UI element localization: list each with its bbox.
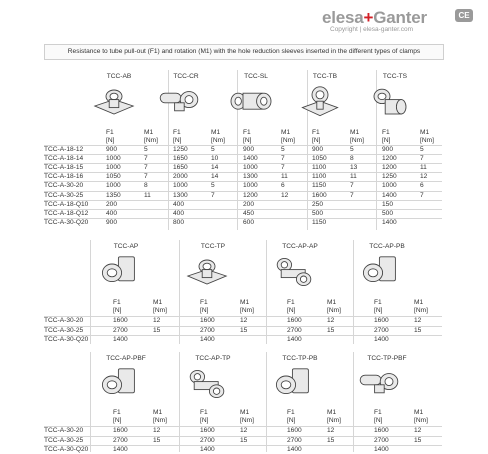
table1-row-code: TCC-A-30-Q20 xyxy=(44,218,89,226)
table3-unit-nm: [Nm] xyxy=(327,417,341,424)
table3-clamp-image-icon xyxy=(95,364,145,404)
brand-plus: + xyxy=(363,8,374,27)
table3-header-m1: M1 xyxy=(240,409,250,416)
table2-cell: 12 xyxy=(240,317,248,324)
table2-cell: 1600 xyxy=(287,317,302,324)
table1-cell: 1400 xyxy=(382,218,397,226)
table2-header-m1: M1 xyxy=(153,299,163,306)
table1-cell: 500 xyxy=(382,209,394,217)
table2-cell: 2700 xyxy=(113,326,128,334)
table3-clamp-title: TCC-AP-TP xyxy=(195,355,231,362)
table2-cell: 12 xyxy=(327,317,335,324)
table1-row-code: TCC-A-30-25 xyxy=(44,191,84,199)
table1-cell: 1100 xyxy=(312,164,327,172)
table1-cell: 900 xyxy=(106,218,118,226)
table1-unit-n: [N] xyxy=(106,137,115,144)
table3-unit-n: [N] xyxy=(287,417,296,424)
table1-cell: 150 xyxy=(382,200,394,208)
table3-clamp-image-icon xyxy=(182,364,232,404)
table1-clamp-title: TCC-TB xyxy=(312,73,338,80)
table1-cell: 5 xyxy=(350,146,354,153)
table1-cell: 1200 xyxy=(243,191,258,199)
table2-clamp-image-icon xyxy=(356,252,406,292)
table2-col-divider xyxy=(266,240,267,344)
table1-header-m1: M1 xyxy=(281,129,291,136)
table1-cell: 10 xyxy=(211,155,219,163)
table1-cell: 1150 xyxy=(312,218,327,226)
table1-row-code: TCC-A-18-16 xyxy=(44,173,84,181)
table1-clamp-image-icon xyxy=(296,82,344,122)
table3-row-code: TCC-A-30-25 xyxy=(44,436,84,444)
table3-header-f1: F1 xyxy=(287,409,295,416)
table3-col-divider xyxy=(266,352,267,452)
table1-header-m1: M1 xyxy=(144,129,154,136)
table2-cell: 15 xyxy=(327,326,335,334)
table1-cell: 5 xyxy=(144,146,148,153)
table1-clamp-image-icon xyxy=(366,82,414,122)
table3-clamp-title: TCC-TP-PBF xyxy=(367,355,407,362)
table2-col-divider xyxy=(353,240,354,344)
table2-cell: 1400 xyxy=(287,336,302,343)
table2-clamp-title: TCC-AP-PB xyxy=(369,243,405,250)
table2-clamp-title: TCC-TP xyxy=(200,243,226,250)
table2-col-divider xyxy=(90,240,91,344)
table2-header-m1: M1 xyxy=(240,299,250,306)
table1-cell: 5 xyxy=(211,182,215,190)
table2-unit-nm: [Nm] xyxy=(414,307,428,314)
table3-cell: 2700 xyxy=(374,436,389,444)
table3-cell: 1600 xyxy=(200,427,215,434)
table1-cell: 7 xyxy=(144,155,148,163)
table1-cell: 12 xyxy=(281,191,289,199)
brand-wordmark xyxy=(322,8,427,28)
table1-cell: 11 xyxy=(281,173,288,181)
table3-col-divider xyxy=(90,352,91,452)
table3-cell: 12 xyxy=(240,427,248,434)
table1-cell: 1650 xyxy=(173,164,188,172)
table2-row-code: TCC-A-30-20 xyxy=(44,317,84,324)
table1-row-code: TCC-A-18-14 xyxy=(44,155,84,163)
table1-header-f1: F1 xyxy=(382,129,390,136)
table1-cell: 5 xyxy=(211,146,215,153)
table1-cell: 900 xyxy=(243,146,255,153)
table3-unit-n: [N] xyxy=(374,417,383,424)
table3-cell: 1600 xyxy=(113,427,128,434)
table3-header-f1: F1 xyxy=(374,409,382,416)
table1-cell: 1400 xyxy=(243,155,258,163)
table2-unit-n: [N] xyxy=(200,307,209,314)
table3-clamp-title: TCC-TP-PB xyxy=(282,355,318,362)
table1-header-m1: M1 xyxy=(350,129,360,136)
table3-header-f1: F1 xyxy=(200,409,208,416)
table2-cell: 12 xyxy=(414,317,422,324)
table1-cell: 1300 xyxy=(173,191,188,199)
table2-header-f1: F1 xyxy=(287,299,295,306)
table3-clamp-image-icon xyxy=(269,364,319,404)
table1-cell: 500 xyxy=(312,209,324,217)
table1-cell: 1050 xyxy=(106,173,121,181)
table1-cell: 1100 xyxy=(312,173,327,181)
table1-cell: 8 xyxy=(350,155,354,163)
table1-unit-nm: [Nm] xyxy=(350,137,364,144)
table3-header-f1: F1 xyxy=(113,409,121,416)
table3-unit-nm: [Nm] xyxy=(240,417,254,424)
table3-clamp-image-icon xyxy=(356,364,406,404)
table1-cell: 1200 xyxy=(382,155,397,163)
table1-cell: 13 xyxy=(350,164,358,172)
table1-cell: 1000 xyxy=(106,182,121,190)
table2-cell: 2700 xyxy=(287,326,302,334)
table1-clamp-image-icon xyxy=(90,82,138,122)
brand-ganter: Ganter xyxy=(373,8,427,27)
copyright-text: Copyright | elesa-ganter.com xyxy=(330,26,413,33)
table3-clamp-title: TCC-AP-PBF xyxy=(106,355,146,362)
table2-unit-nm: [Nm] xyxy=(240,307,254,314)
table1-cell: 1050 xyxy=(312,155,327,163)
table1-unit-n: [N] xyxy=(382,137,391,144)
table1-clamp-title: TCC-TS xyxy=(382,73,408,80)
brand-logo xyxy=(322,8,472,36)
table2-cell: 1600 xyxy=(374,317,389,324)
table1-header-f1: F1 xyxy=(312,129,320,136)
table1-cell: 600 xyxy=(243,218,255,226)
table1-cell: 900 xyxy=(382,146,394,153)
table1-row-code: TCC-A-18-12 xyxy=(44,146,84,153)
table3-header-m1: M1 xyxy=(414,409,424,416)
table1-cell: 1600 xyxy=(312,191,327,199)
table2-cell: 1600 xyxy=(200,317,215,324)
table1-cell: 7 xyxy=(350,182,354,190)
table1-header-f1: F1 xyxy=(106,129,114,136)
table3-col-divider xyxy=(353,352,354,452)
table2-cell: 1400 xyxy=(374,336,389,343)
table1-cell: 11 xyxy=(144,191,151,199)
table2-col-divider xyxy=(179,240,180,344)
table2-clamp-title: TCC-AP-AP xyxy=(282,243,318,250)
table3-cell: 15 xyxy=(327,436,335,444)
table1-cell: 7 xyxy=(350,191,354,199)
table1-cell: 7 xyxy=(144,164,148,172)
table1-unit-nm: [Nm] xyxy=(144,137,158,144)
table3-cell: 2700 xyxy=(113,436,128,444)
table2-cell: 15 xyxy=(153,326,161,334)
table2-unit-n: [N] xyxy=(287,307,296,314)
table1-cell: 7 xyxy=(281,155,285,163)
table1-unit-nm: [Nm] xyxy=(211,137,225,144)
table1-row-code: TCC-A-18-Q12 xyxy=(44,209,89,217)
table1-header-f1: F1 xyxy=(173,129,181,136)
table1-unit-nm: [Nm] xyxy=(420,137,434,144)
table1-clamp-title: TCC-AB xyxy=(106,73,132,80)
table1-header-m1: M1 xyxy=(211,129,221,136)
table2-clamp-image-icon xyxy=(269,252,319,292)
table2-cell: 2700 xyxy=(200,326,215,334)
table1-unit-n: [N] xyxy=(312,137,321,144)
table2-cell: 15 xyxy=(240,326,248,334)
table3-cell: 15 xyxy=(240,436,248,444)
table1-header-f1: F1 xyxy=(243,129,251,136)
table3-cell: 1600 xyxy=(287,427,302,434)
table2-clamp-image-icon xyxy=(182,252,232,292)
table3-row-code: TCC-A-30-Q20 xyxy=(44,446,89,453)
table3-cell: 12 xyxy=(153,427,161,434)
table1-cell: 200 xyxy=(243,200,255,208)
table1-clamp-title: TCC-CR xyxy=(173,73,199,80)
table1-header-m1: M1 xyxy=(420,129,430,136)
table1-cell: 1650 xyxy=(173,155,188,163)
table1-cell: 1000 xyxy=(243,164,258,172)
table2-unit-nm: [Nm] xyxy=(153,307,167,314)
table1-cell: 450 xyxy=(243,209,255,217)
table3-col-divider xyxy=(179,352,180,452)
table2-row-code: TCC-A-30-Q20 xyxy=(44,336,89,343)
table1-unit-nm: [Nm] xyxy=(281,137,295,144)
table3-header-m1: M1 xyxy=(153,409,163,416)
table3-unit-nm: [Nm] xyxy=(414,417,428,424)
table1-cell: 6 xyxy=(281,182,285,190)
table2-header-f1: F1 xyxy=(200,299,208,306)
table2-header-m1: M1 xyxy=(327,299,337,306)
table1-cell: 14 xyxy=(211,173,219,181)
table1-cell: 14 xyxy=(211,164,219,172)
table3-cell: 12 xyxy=(327,427,335,434)
table1-cell: 1000 xyxy=(243,182,258,190)
table1-cell: 6 xyxy=(420,182,424,190)
table1-clamp-image-icon xyxy=(227,82,275,122)
table3-unit-nm: [Nm] xyxy=(153,417,167,424)
table2-clamp-title: TCC-AP xyxy=(113,243,139,250)
table1-cell: 7 xyxy=(420,191,424,199)
table1-cell: 8 xyxy=(144,182,148,190)
table1-cell: 7 xyxy=(420,155,424,163)
table1-cell: 1200 xyxy=(382,164,397,172)
table1-row-code: TCC-A-30-20 xyxy=(44,182,84,190)
table1-cell: 200 xyxy=(106,200,118,208)
ce-badge-icon: CE xyxy=(455,9,473,22)
table1-cell: 7 xyxy=(211,191,215,199)
table1-cell: 1250 xyxy=(173,146,188,153)
table1-unit-n: [N] xyxy=(243,137,252,144)
table3-cell: 1400 xyxy=(200,446,215,453)
table3-header-m1: M1 xyxy=(327,409,337,416)
table2-header-m1: M1 xyxy=(414,299,424,306)
table1-cell: 7 xyxy=(281,164,285,172)
table2-unit-nm: [Nm] xyxy=(327,307,341,314)
table2-header-f1: F1 xyxy=(113,299,121,306)
table1-cell: 800 xyxy=(173,218,185,226)
table2-cell: 1600 xyxy=(113,317,128,324)
table1-cell: 11 xyxy=(350,173,357,181)
table3-unit-n: [N] xyxy=(200,417,209,424)
table1-cell: 400 xyxy=(173,209,185,217)
table1-cell: 1150 xyxy=(312,182,327,190)
table1-cell: 11 xyxy=(420,164,427,172)
table1-cell: 1000 xyxy=(382,182,397,190)
table1-cell: 1000 xyxy=(106,164,121,172)
table1-clamp-image-icon xyxy=(157,82,205,122)
table2-unit-n: [N] xyxy=(374,307,383,314)
table1-cell: 1350 xyxy=(106,191,121,199)
table1-row-code: TCC-A-18-15 xyxy=(44,164,84,172)
table1-cell: 2000 xyxy=(173,173,188,181)
table3-row-code: TCC-A-30-20 xyxy=(44,427,84,434)
table3-unit-n: [N] xyxy=(113,417,122,424)
table3-cell: 12 xyxy=(414,427,422,434)
table2-row-code: TCC-A-30-25 xyxy=(44,326,84,334)
table2-cell: 1400 xyxy=(113,336,128,343)
table1-unit-n: [N] xyxy=(173,137,182,144)
table3-cell: 15 xyxy=(414,436,422,444)
table3-cell: 2700 xyxy=(287,436,302,444)
table3-cell: 1600 xyxy=(374,427,389,434)
table1-cell: 12 xyxy=(420,173,428,181)
brand-elesa: elesa xyxy=(322,8,364,27)
table1-cell: 1400 xyxy=(382,191,397,199)
table1-clamp-title: TCC-SL xyxy=(244,73,268,80)
table3-cell: 1400 xyxy=(374,446,389,453)
table1-cell: 1000 xyxy=(173,182,188,190)
table3-cell: 2700 xyxy=(200,436,215,444)
table1-cell: 400 xyxy=(173,200,185,208)
table1-cell: 7 xyxy=(144,173,148,181)
table3-cell: 15 xyxy=(153,436,161,444)
table-caption: Resistance to tube pull-out (F1) and rotation (M1) with the hole reduction sleeves inserted in the different types of clamps xyxy=(44,44,444,60)
table1-cell: 1250 xyxy=(382,173,397,181)
table2-cell: 1400 xyxy=(200,336,215,343)
table1-cell: 900 xyxy=(106,146,118,153)
table3-cell: 1400 xyxy=(113,446,128,453)
table2-clamp-image-icon xyxy=(95,252,145,292)
table1-cell: 5 xyxy=(281,146,285,153)
table3-cell: 1400 xyxy=(287,446,302,453)
table1-cell: 900 xyxy=(312,146,324,153)
table2-header-f1: F1 xyxy=(374,299,382,306)
table2-unit-n: [N] xyxy=(113,307,122,314)
table2-cell: 12 xyxy=(153,317,161,324)
table1-cell: 1300 xyxy=(243,173,258,181)
table2-cell: 15 xyxy=(414,326,422,334)
table1-cell: 400 xyxy=(106,209,118,217)
table2-cell: 2700 xyxy=(374,326,389,334)
table1-row-code: TCC-A-18-Q10 xyxy=(44,200,89,208)
table1-cell: 250 xyxy=(312,200,324,208)
table1-cell: 1000 xyxy=(106,155,121,163)
table1-cell: 5 xyxy=(420,146,424,153)
